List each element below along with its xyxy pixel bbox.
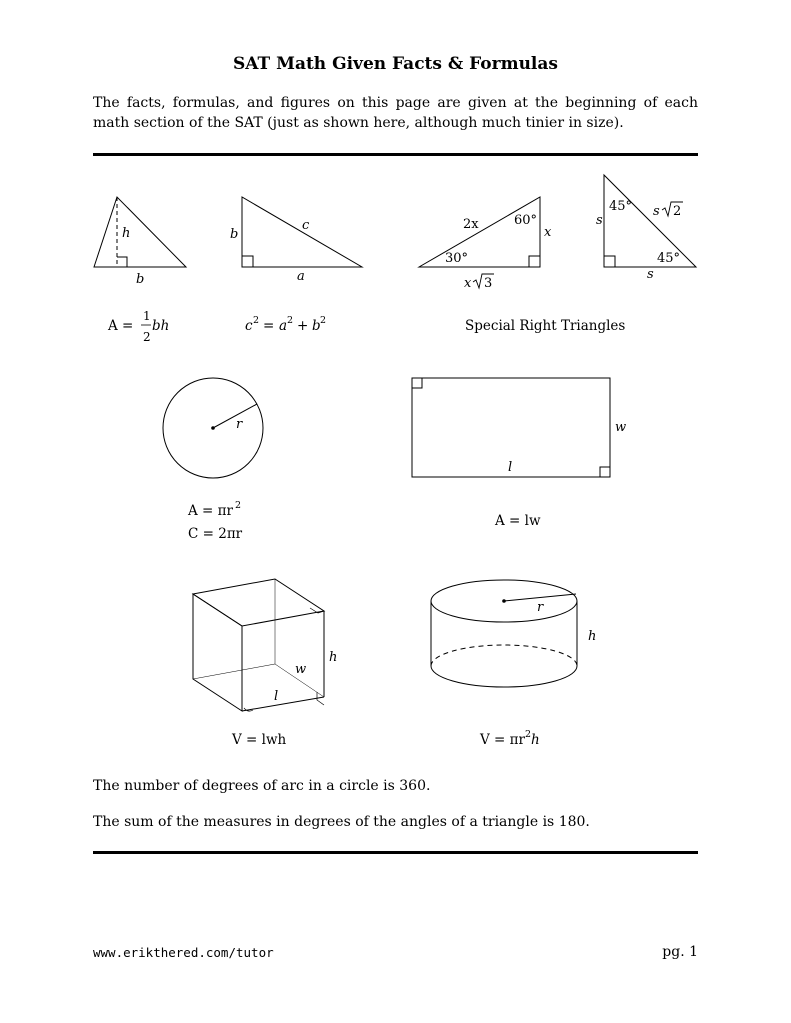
triangle-area-lhs: A = [108,318,134,334]
bottom-rule [93,851,698,854]
box-l-label: l [274,689,279,704]
footer-url: www.erikthered.com/tutor [93,945,274,960]
circle-circumference-formula: C = 2πr [188,526,243,542]
pyth-formula-b: b [312,318,321,334]
special45-left-label: s [596,213,603,228]
cylinder-volume-formula: $V = \pi r^2h$ [480,729,540,748]
triangle-30-60-90-figure [419,197,540,267]
triangle-b-label: b [136,272,145,287]
pyth-formula-c-exp: 2 [253,315,260,326]
special45-hyp-label: s [653,204,660,219]
pyth-formula-c: c [245,318,253,334]
cylinder-r-label: r [537,600,544,615]
box-h-label: h [329,650,338,665]
cylinder-center-dot [502,599,506,603]
triangle-area-figure [94,197,186,267]
cylinder-figure [431,580,577,687]
pyth-formula-a-exp: 2 [287,315,294,326]
triangle-area-rhs: bh [152,318,170,334]
circle-area-formula: A = πr [188,503,233,519]
triangle-h-label: h [122,226,131,241]
circle-center-dot [211,426,215,430]
special-triangles-caption: Special Right Triangles [465,318,626,334]
pyth-a-label: a [297,269,305,284]
circle-area-exp: 2 [235,500,242,511]
box-w-label: w [295,662,307,677]
pyth-formula-a: a [279,318,288,334]
fraction-numerator: 1 [143,309,151,323]
angle-45-bottom-label: 45° [657,251,681,266]
pyth-formula-b-exp: 2 [320,315,327,326]
special-x-label: x [544,225,552,240]
rect-w-label: w [615,420,627,435]
fraction-denominator: 2 [143,330,151,344]
box-volume-formula: V = lwh [232,732,287,748]
cylinder-h-label: h [588,629,597,644]
angle-60-label: 60° [514,213,538,228]
pyth-formula-plus: + [297,318,309,334]
rect-l-label: l [508,460,513,475]
special-base-label: x [464,276,472,291]
pyth-formula-eq: = [263,318,275,334]
angle-30-label: 30° [445,251,469,266]
intro-paragraph: The facts, formulas, and figures on this page are given at the beginning of each math section of the SAT (just as shown here, although much tinier in size). [93,95,698,131]
special-hyp-label: 2x [463,217,479,232]
rect-area-formula: A = lw [495,513,541,529]
special45-bottom-label: s [647,267,654,282]
fact-triangle-sum: The sum of the measures in degrees of the angles of a triangle is 180. [93,814,590,830]
triangle-45-45-90-figure [604,175,696,267]
circle-r-label: r [236,417,243,432]
sqrt-2-value: 2 [673,204,682,219]
angle-45-top-label: 45° [609,199,633,214]
page-title: SAT Math Given Facts & Formulas [233,54,558,74]
box-figure [193,579,324,711]
pyth-c-label: c [302,218,310,233]
page-number: pg. 1 [662,944,698,960]
sqrt-3-value: 3 [484,276,493,291]
fact-circle-degrees: The number of degrees of arc in a circle is 360. [93,778,431,794]
pyth-b-label: b [230,227,239,242]
